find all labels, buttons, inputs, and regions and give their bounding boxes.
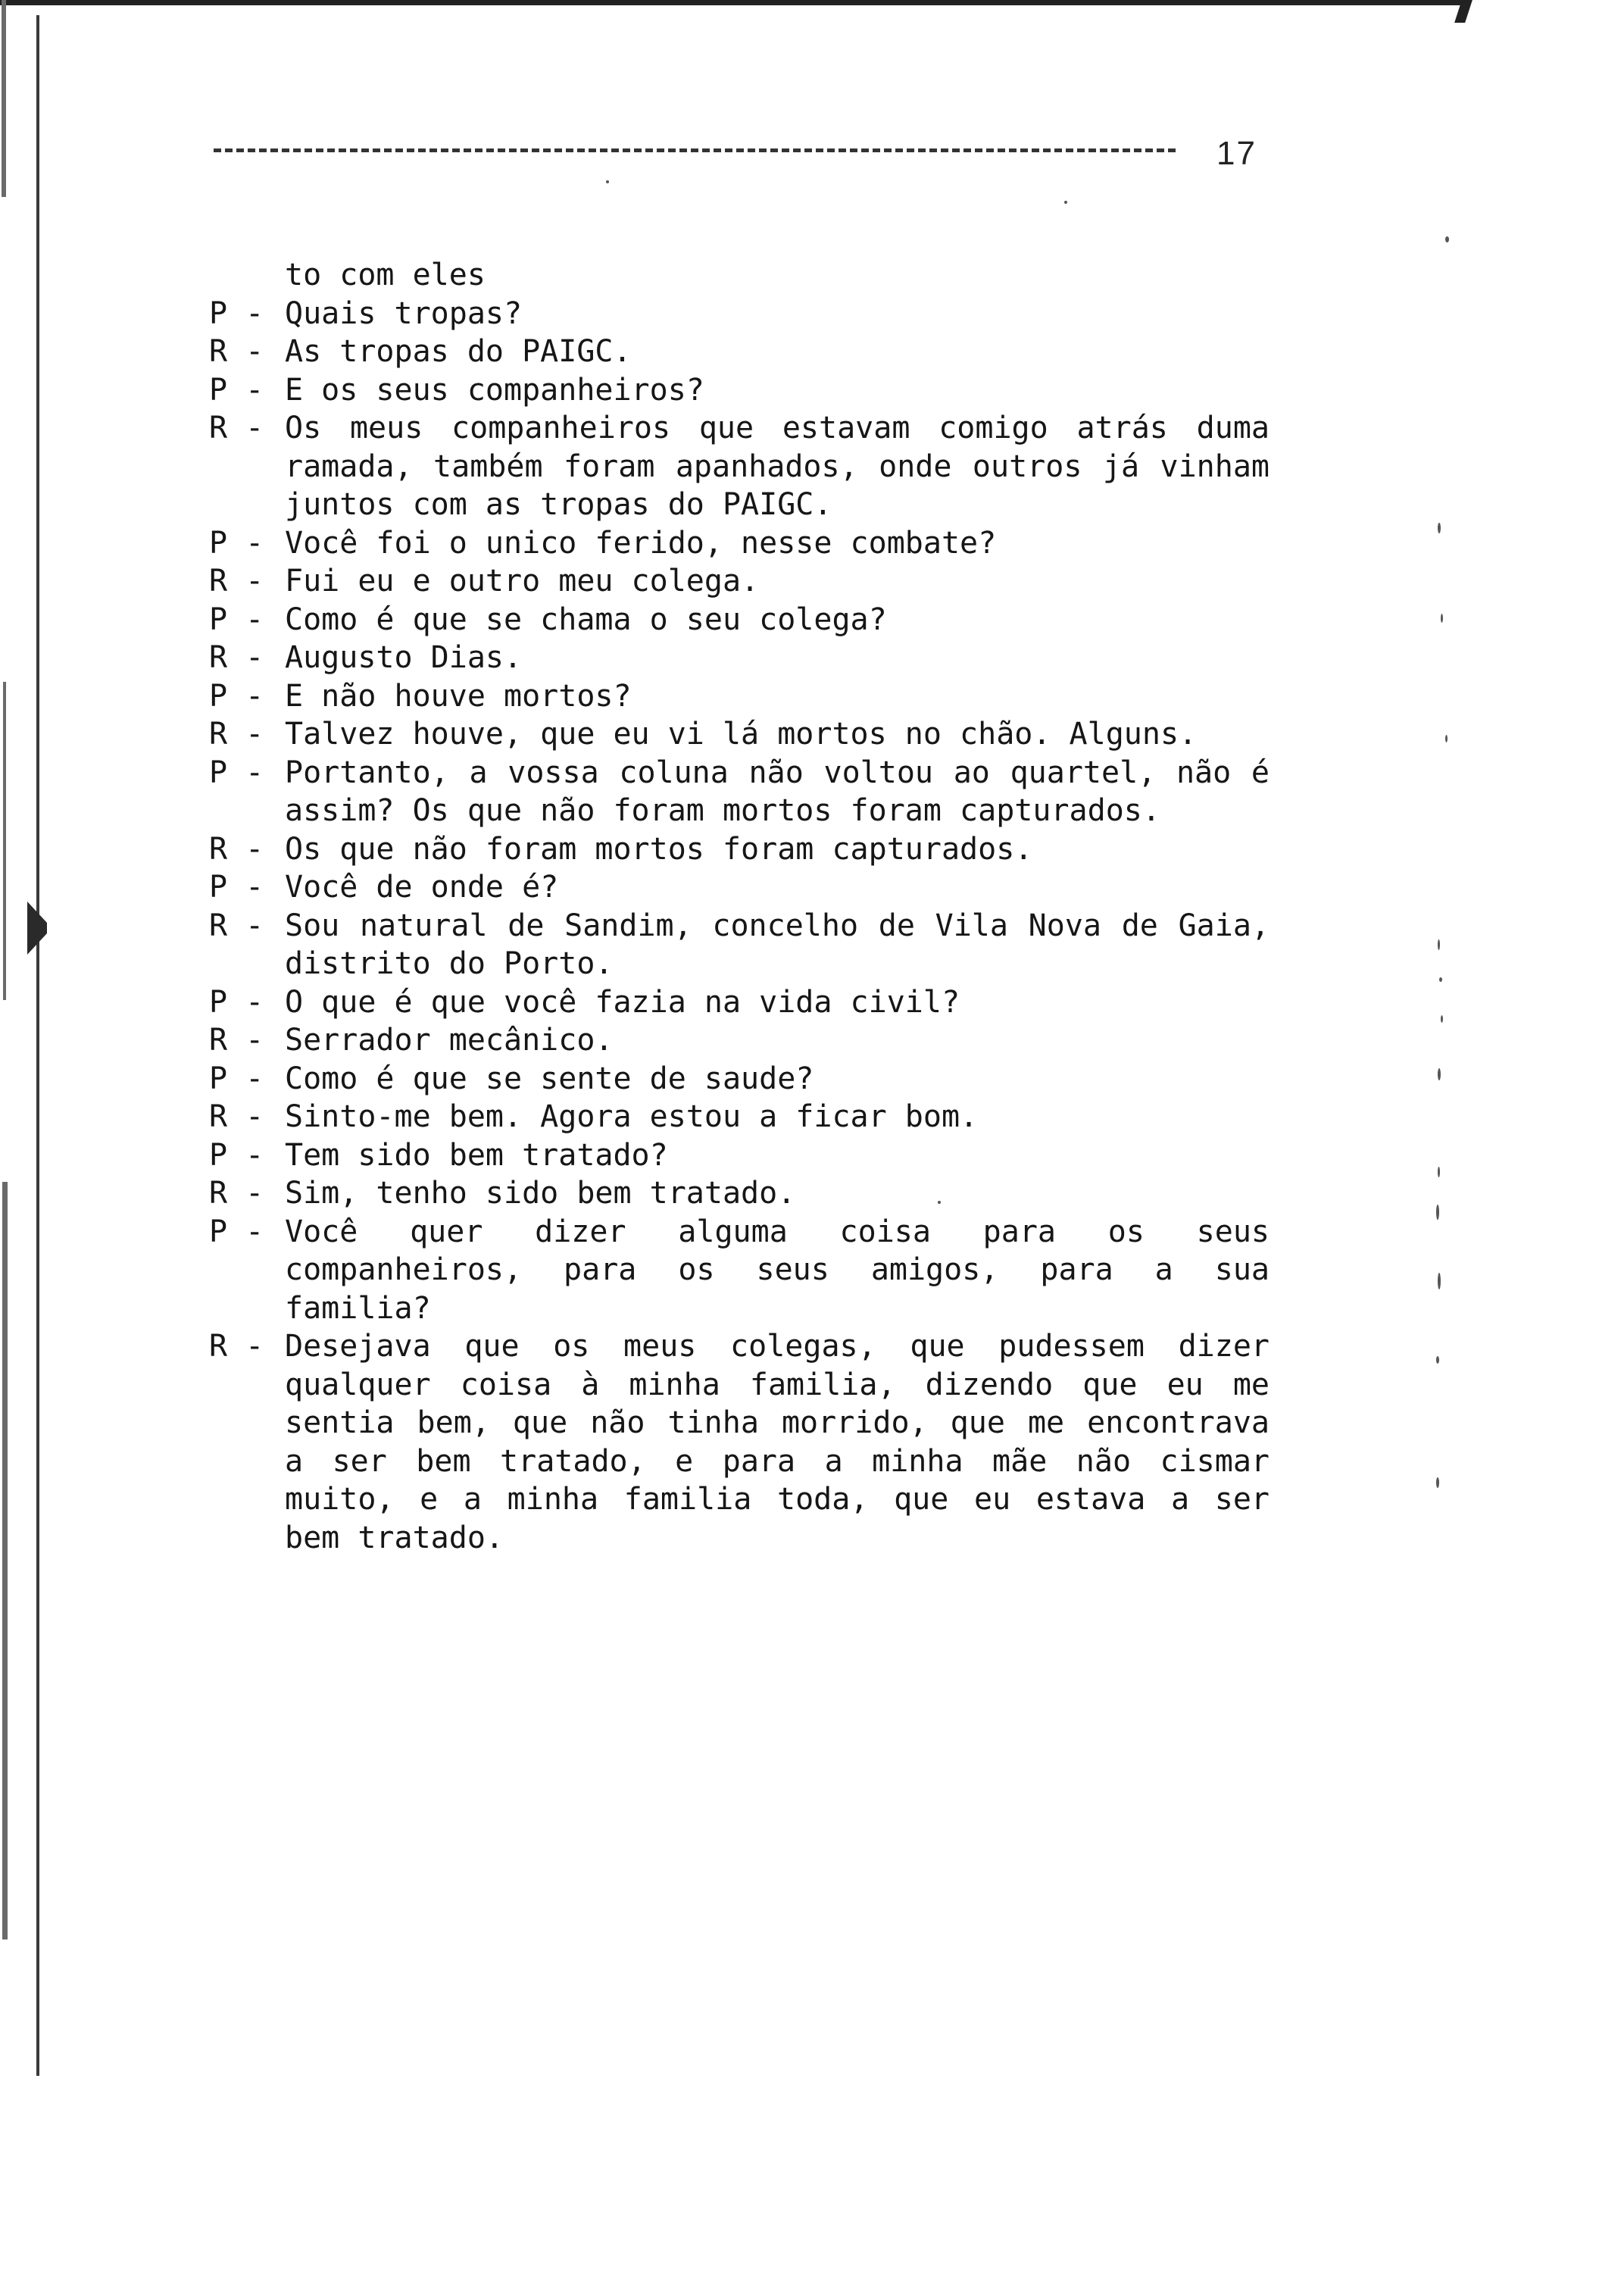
- scan-speck: [1064, 201, 1067, 204]
- transcript-entry: [209, 295, 1285, 333]
- scan-edge-shadow: [2, 1182, 8, 1939]
- utterance-text: Você foi o unico ferido, nesse combate?: [285, 525, 997, 561]
- utterance-text: Sinto-me bem. Agora estou a ficar bom.: [285, 1099, 979, 1134]
- speaker-label: R -: [209, 717, 264, 752]
- utterance-text: Você de onde é?: [285, 870, 559, 905]
- transcript-entry: [209, 639, 1285, 677]
- speaker-label: R -: [209, 1023, 264, 1058]
- speaker-label: R -: [209, 411, 264, 445]
- transcript-entry: [209, 333, 1285, 371]
- scan-left-edge: [0, 0, 17, 2291]
- scan-speck: [1439, 977, 1442, 982]
- speaker-label: P -: [209, 870, 264, 905]
- utterance-text: Os meus companheiros que estavam comigo atrás duma ramada, também foram apanhados, onde outros já vinham juntos com as tropas do PAIGC.: [285, 411, 1288, 522]
- transcript: [209, 256, 1288, 1557]
- speaker-label: P -: [209, 1137, 264, 1173]
- transcript-entry: [209, 1060, 1285, 1099]
- header-rule: [214, 148, 1176, 152]
- utterance-text: Desejava que os meus colegas, que pudessem dizer qualquer coisa à minha familia, dizendo que eu me sentia bem, que não tinha morrido, que me encontrava a ser bem tratado, e para a minha mãe não cismar muito, e a minha familia toda, que eu estava a ser bem tratado.: [285, 1329, 1288, 1555]
- utterance-text: Você quer dizer alguma coisa para os seus companheiros, para os seus amigos, para a sua familia?: [285, 1214, 1288, 1326]
- utterance-text: E os seus companheiros?: [285, 372, 704, 408]
- scan-edge-shadow: [3, 682, 6, 1000]
- speaker-label: P -: [209, 755, 264, 790]
- scan-speck: [1441, 1015, 1443, 1023]
- transcript-entry: [209, 409, 1288, 524]
- speaker-label: R -: [209, 564, 264, 599]
- utterance-text: Quais tropas?: [285, 295, 523, 331]
- speaker-label: P -: [209, 984, 264, 1020]
- scan-speck: [1436, 1356, 1439, 1364]
- transcript-entry: [209, 1098, 1285, 1136]
- transcript-entry: [209, 1327, 1288, 1557]
- scan-speck: [1438, 939, 1440, 950]
- speaker-label: R -: [209, 908, 264, 943]
- speaker-label: P -: [209, 295, 264, 331]
- transcript-entry: [209, 371, 1285, 410]
- transcript-entry: [209, 562, 1285, 601]
- transcript-entry: [209, 677, 1285, 716]
- speaker-label: P -: [209, 1214, 264, 1249]
- transcript-continuation: [209, 256, 1285, 295]
- scan-top-border: [0, 0, 1462, 5]
- utterance-text: Augusto Dias.: [285, 640, 523, 675]
- utterance-text: As tropas do PAIGC.: [285, 334, 632, 369]
- transcript-entry: [209, 868, 1285, 907]
- speaker-label: R -: [209, 640, 264, 675]
- speaker-label: P -: [209, 678, 264, 714]
- utterance-text: Serrador mecânico.: [285, 1023, 614, 1058]
- utterance-text: Os que não foram mortos foram capturados.: [285, 831, 1033, 867]
- binding-edge-line: [36, 15, 39, 2076]
- speaker-label: R -: [209, 334, 264, 369]
- transcript-entry: [209, 601, 1285, 639]
- page-number: 17: [1216, 135, 1257, 172]
- transcript-entry: [209, 524, 1285, 563]
- scan-speck: [1441, 614, 1443, 623]
- speaker-label: R -: [209, 1099, 264, 1134]
- utterance-text: Talvez houve, que eu vi lá mortos no chão. Alguns.: [285, 717, 1198, 752]
- transcript-entry: [209, 1136, 1285, 1175]
- scan-speck: [1445, 236, 1449, 242]
- utterance-text: Portanto, a vossa coluna não voltou ao quartel, não é assim? Os que não foram mortos foram capturados.: [285, 755, 1288, 828]
- scan-speck: [1438, 523, 1441, 533]
- speaker-label: R -: [209, 831, 264, 867]
- utterance-text: Tem sido bem tratado?: [285, 1137, 668, 1173]
- utterance-text: Como é que se sente de saude?: [285, 1061, 814, 1096]
- utterance-text: Sou natural de Sandim, concelho de Vila Nova de Gaia, distrito do Porto.: [285, 908, 1288, 981]
- speaker-label: P -: [209, 525, 264, 561]
- transcript-entry: [209, 754, 1288, 830]
- speaker-label: R -: [209, 1329, 264, 1364]
- scan-speck: [1438, 1273, 1441, 1289]
- utterance-text: to com eles: [285, 258, 486, 292]
- speaker-label: R -: [209, 1176, 264, 1211]
- utterance-text: E não houve mortos?: [285, 678, 632, 714]
- transcript-entry: [209, 1174, 1285, 1213]
- scan-speck: [1436, 1205, 1439, 1220]
- transcript-entry: [209, 983, 1285, 1022]
- utterance-text: Como é que se chama o seu colega?: [285, 602, 887, 637]
- speaker-label: P -: [209, 372, 264, 408]
- scan-speck: [938, 1201, 941, 1204]
- utterance-text: Sim, tenho sido bem tratado.: [285, 1176, 796, 1211]
- scan-speck: [1438, 1068, 1441, 1080]
- utterance-text: Fui eu e outro meu colega.: [285, 564, 760, 599]
- scan-edge-shadow: [2, 0, 6, 197]
- transcript-entry: [209, 830, 1285, 869]
- transcript-entry: [209, 907, 1288, 983]
- scan-speck: [1445, 735, 1448, 742]
- utterance-text: O que é que você fazia na vida civil?: [285, 984, 960, 1020]
- scan-speck: [606, 180, 609, 183]
- speaker-label: P -: [209, 602, 264, 637]
- scan-speck: [1438, 1167, 1440, 1177]
- transcript-entry: [209, 1213, 1288, 1328]
- scan-speck: [1436, 1477, 1439, 1488]
- transcript-entry: [209, 715, 1285, 754]
- transcript-entry: [209, 1021, 1285, 1060]
- speaker-label: P -: [209, 1061, 264, 1096]
